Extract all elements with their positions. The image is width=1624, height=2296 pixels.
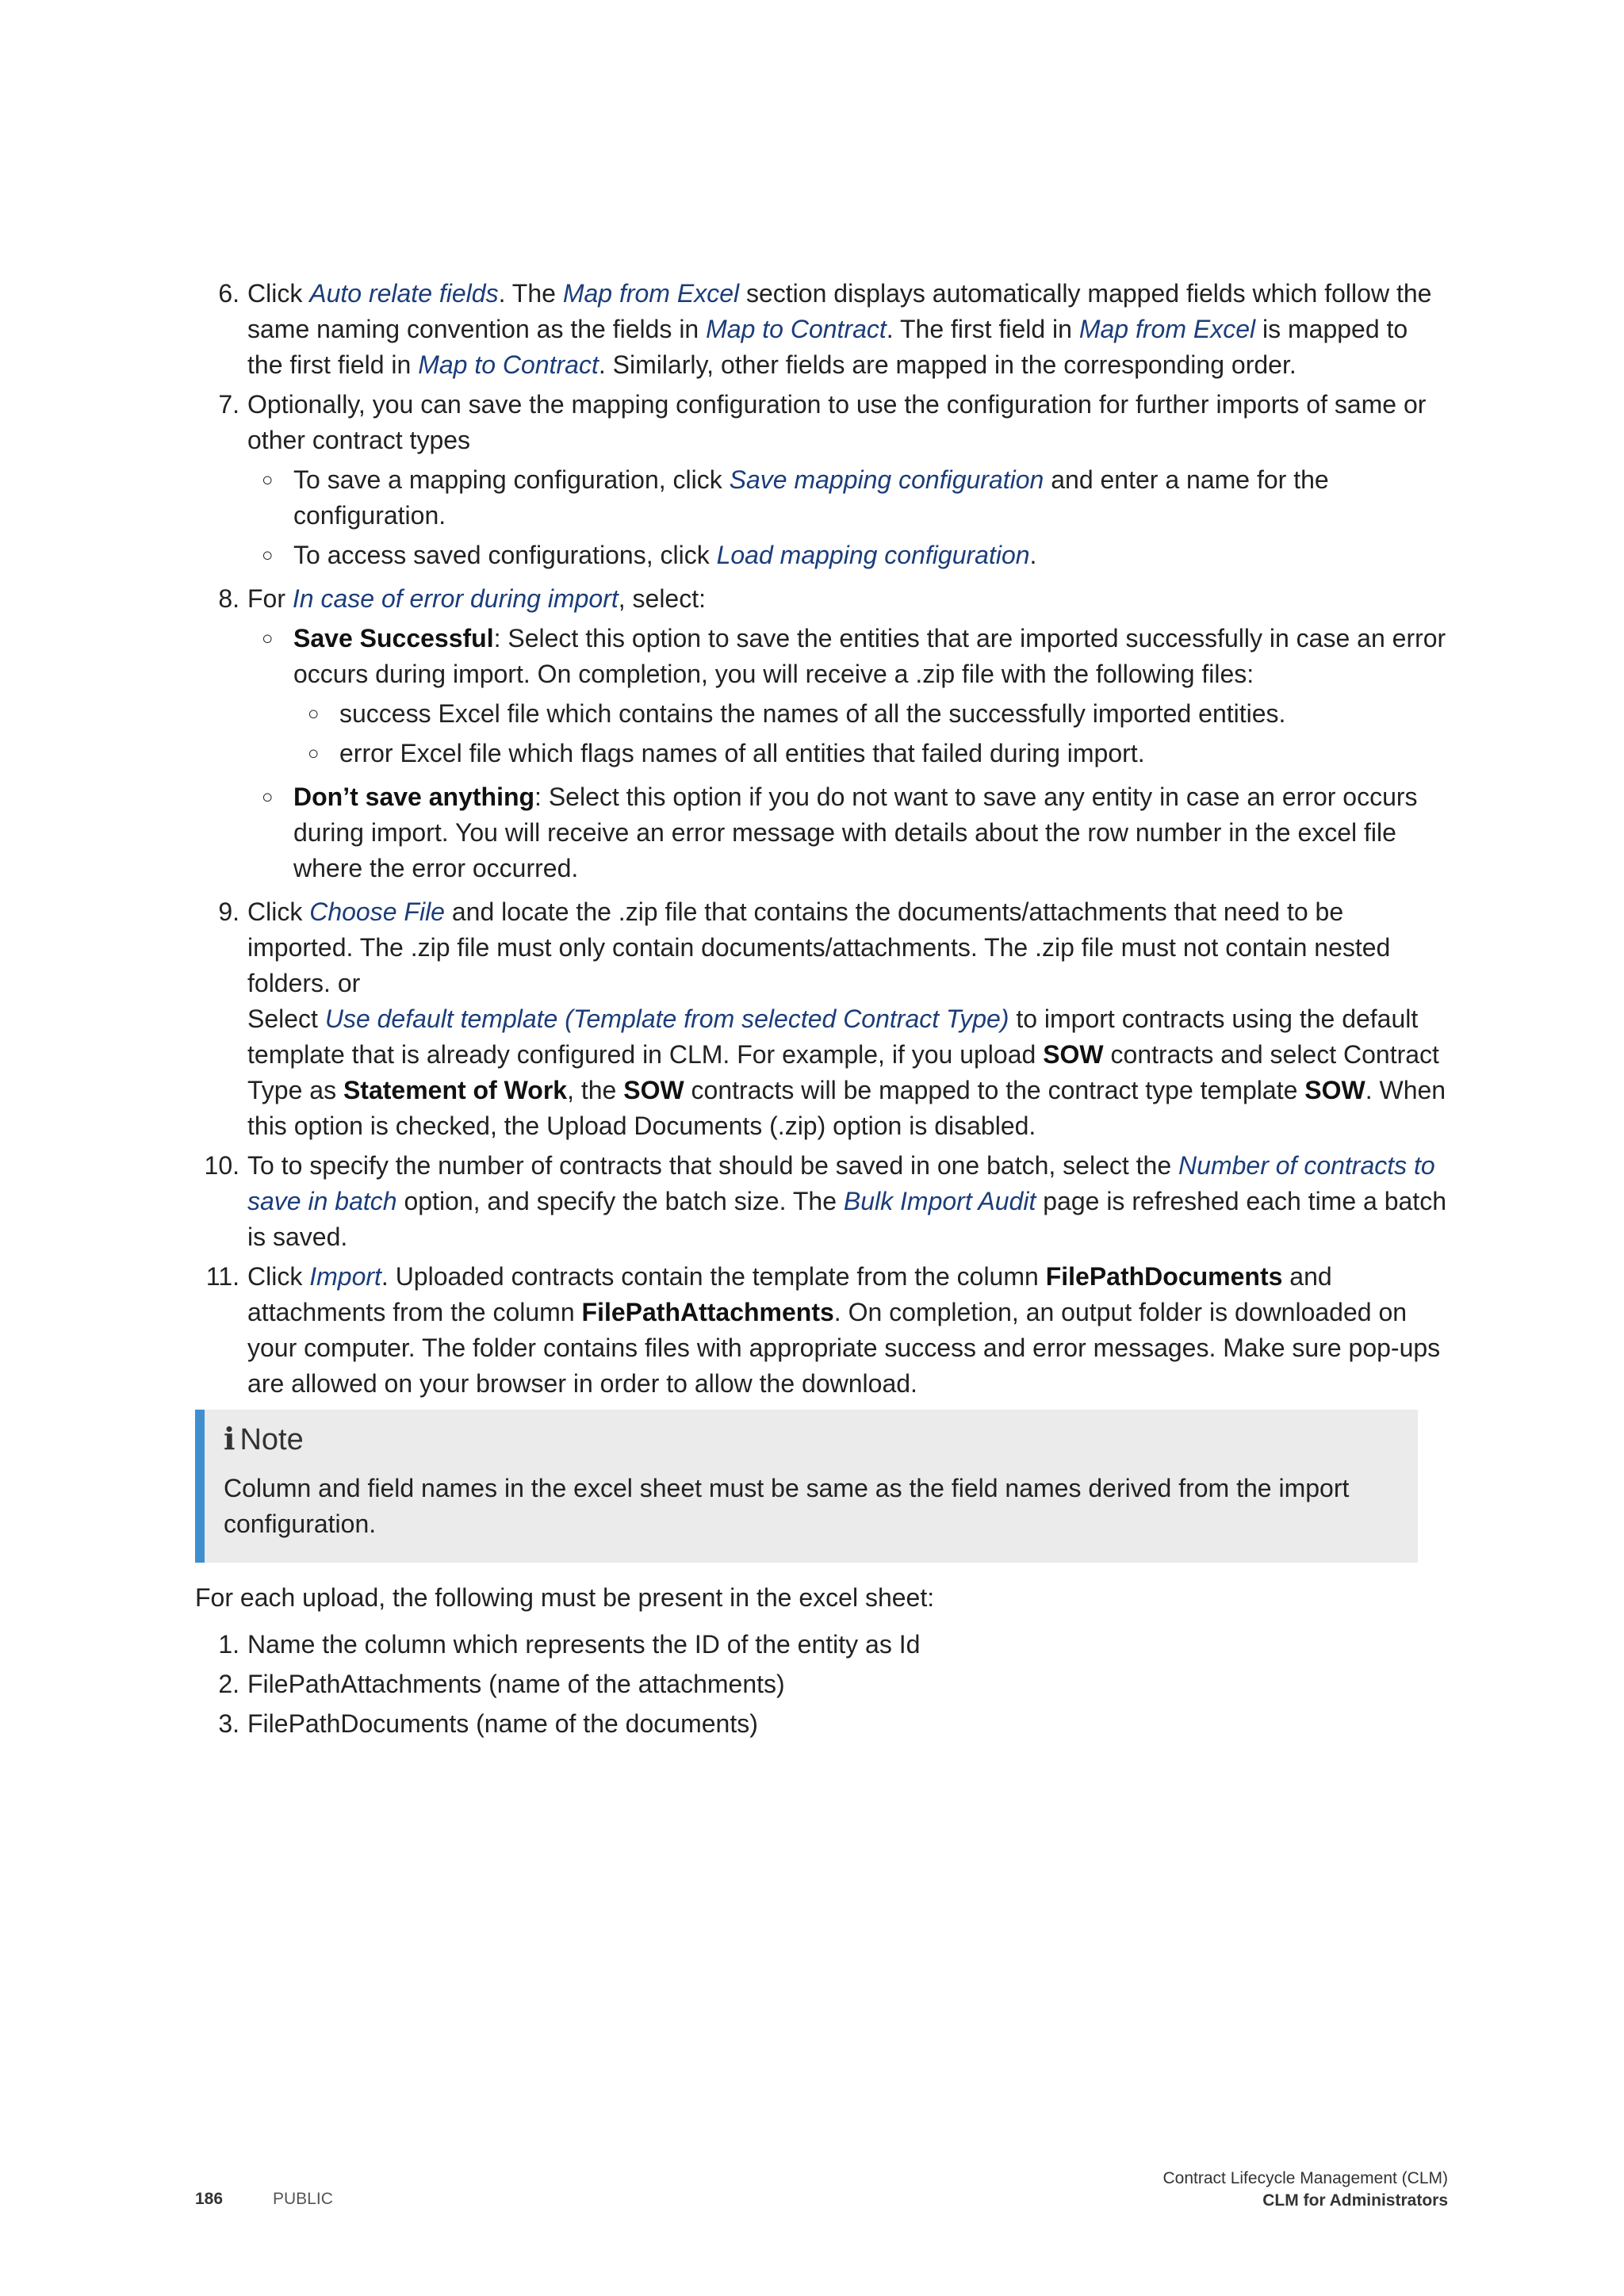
ui-term: Choose File <box>309 897 445 926</box>
requirements-list <box>195 1627 1448 1742</box>
ui-term: Map to Contract <box>706 315 887 343</box>
bullet-item: ○ To access saved configurations, click Load mapping configuration. <box>247 538 1448 573</box>
requirement-item <box>195 1667 1448 1702</box>
step-item <box>195 894 1448 1144</box>
step-number: 10. <box>204 1151 239 1180</box>
note-title <box>224 1419 1394 1460</box>
requirement-text: FilePathAttachments (name of the attachments) <box>247 1670 785 1698</box>
bullet-list <box>247 462 1448 573</box>
bold-term: FilePathDocuments <box>1045 1262 1283 1291</box>
step-number: 8. <box>218 584 239 613</box>
note-box <box>195 1410 1418 1563</box>
bullet-item: ○ success Excel file which contains the names of all the successfully imported entities. <box>293 696 1448 732</box>
bold-term: SOW <box>1043 1040 1104 1069</box>
ui-term: Auto relate fields <box>309 279 499 308</box>
requirement-item <box>195 1706 1448 1742</box>
bullet-item: ○ Don’t save anything: Select this option if you do not want to save any entity in case an error occurs during import. You will receive an error message with details about the row number in the excel file where the error occurred. <box>247 779 1448 886</box>
ui-term: Map from Excel <box>1078 315 1256 343</box>
step-text: For In case of error during import, select: ○ Save Successful: Select this option to save the entities that are imported successfully in case an error occurs during import. On completion, you will receive a .zip file with the following files: ○ success Excel file which contains the names of all the successfully imported entities. ○ error Excel file which flags names of all entities that failed during import. ○ Don’t save anything: Select this option if you do not want to save any entity in case an error occurs during import. You will receive an error message with details about the row number in the excel file where the error occurred. <box>247 581 1448 890</box>
bullet-item: ○ To save a mapping configuration, click Save mapping configuration and enter a name for the configuration. <box>247 462 1448 534</box>
requirement-item <box>195 1627 1448 1663</box>
ui-term: Map from Excel <box>562 279 740 308</box>
note-text: Column and field names in the excel sheet must be same as the field names derived from the import configuration. <box>224 1474 1350 1538</box>
step-number: 11. <box>205 1262 239 1291</box>
ui-term: Save mapping configuration <box>729 465 1044 494</box>
page-number: 186 <box>195 2190 224 2208</box>
requirement-number: 2. <box>218 1670 239 1698</box>
step-text: Click Auto relate fields. The Map from Excel section displays automatically mapped fields which follow the same naming convention as the fields in Map to Contract. The first field in Map from Excel is mapped to the first field in Map to Contract. Similarly, other fields are mapped in the corresponding order. <box>247 279 1432 379</box>
bullet-circle-icon: ○ <box>262 628 274 649</box>
bold-term: SOW <box>1304 1076 1365 1104</box>
bold-term: SOW <box>623 1076 684 1104</box>
step-text: Click Choose File and locate the .zip file that contains the documents/attachments that need to be imported. The .zip file must only contain documents/attachments. The .zip file must not contain nested folders. or Select Use default template (Template from selected Contract Type) to import contracts using the default template that is already configured in CLM. For example, if you upload SOW contracts and select Contract Type as Statement of Work, the SOW contracts will be mapped to the contract type template SOW. When this option is checked, the Upload Documents (.zip) option is disabled. <box>247 897 1446 1140</box>
step-text: Click Import. Uploaded contracts contain the template from the column FilePathDocuments and attachments from the column FilePathAttachments. On completion, an output folder is downloaded on your computer. The folder contains files with appropriate success and error messages. Make sure pop-ups are allowed on your browser in order to allow the download. <box>247 1262 1441 1398</box>
requirement-text: FilePathDocuments (name of the documents) <box>247 1709 758 1738</box>
bold-term: FilePathAttachments <box>581 1298 834 1326</box>
step-text: Optionally, you can save the mapping configuration to use the configuration for further imports of same or other contract types ○ To save a mapping configuration, click Save mapping configuration and enter a name for the configuration. ○ To access saved configurations, click Load mapping configuration. <box>247 387 1448 577</box>
bullet-list <box>247 621 1448 886</box>
step-number: 9. <box>218 897 239 926</box>
ui-term: Import <box>309 1262 381 1291</box>
ui-term: Load mapping configuration <box>716 541 1030 569</box>
requirement-text: Name the column which represents the ID of the entity as Id <box>247 1630 921 1659</box>
bullet-circle-icon: ○ <box>262 469 274 491</box>
step-number: 7. <box>218 390 239 419</box>
ui-term: Number of contracts to save in batch <box>247 1151 1435 1215</box>
step-number: 6. <box>218 279 239 308</box>
document-content <box>195 276 1448 1746</box>
ui-term: In case of error during import <box>292 584 619 613</box>
step-item <box>195 387 1448 577</box>
bullet-list <box>293 696 1448 771</box>
bold-term: Save Successful <box>293 624 494 652</box>
bullet-item: ○ error Excel file which flags names of all entities that failed during import. <box>293 736 1448 771</box>
bullet-circle-icon: ○ <box>262 786 274 808</box>
bold-term: Don’t save anything <box>293 783 535 811</box>
ui-term: Map to Contract <box>418 350 599 379</box>
bold-term: Statement of Work <box>343 1076 568 1104</box>
footer-doc-subtitle: CLM for Administrators <box>1262 2191 1448 2210</box>
procedure-steps <box>195 276 1448 1402</box>
step-item <box>195 1148 1448 1255</box>
classification-label: PUBLIC <box>273 2190 333 2208</box>
footer-doc-title: Contract Lifecycle Management (CLM) <box>1162 2169 1448 2187</box>
bullet-circle-icon: ○ <box>262 545 274 566</box>
step-text: To to specify the number of contracts that should be saved in one batch, select the Number of contracts to save in batch option, and specify the batch size. The Bulk Import Audit page is refreshed each time a batch is saved. <box>247 1151 1446 1251</box>
note-title-text: Note <box>239 1423 304 1456</box>
ui-term: Use default template (Template from selected Contract Type) <box>324 1004 1009 1033</box>
bullet-item: ○ Save Successful: Select this option to save the entities that are imported successfully in case an error occurs during import. On completion, you will receive a .zip file with the following files: ○ success Excel file which contains the names of all the successfully imported entities. ○ error Excel file which flags names of all entities that failed during import. <box>247 621 1448 775</box>
bullet-circle-icon: ○ <box>308 703 320 725</box>
footer-doc-info <box>1163 2168 1448 2212</box>
ui-term: Bulk Import Audit <box>843 1187 1036 1215</box>
requirement-number: 1. <box>218 1630 239 1659</box>
info-icon: i <box>224 1421 236 1456</box>
step-item <box>195 276 1448 383</box>
requirement-number: 3. <box>218 1709 239 1738</box>
step-item <box>195 581 1448 890</box>
requirements-intro: For each upload, the following must be present in the excel sheet: <box>195 1583 935 1612</box>
step-item <box>195 1259 1448 1402</box>
bullet-circle-icon: ○ <box>308 743 320 764</box>
